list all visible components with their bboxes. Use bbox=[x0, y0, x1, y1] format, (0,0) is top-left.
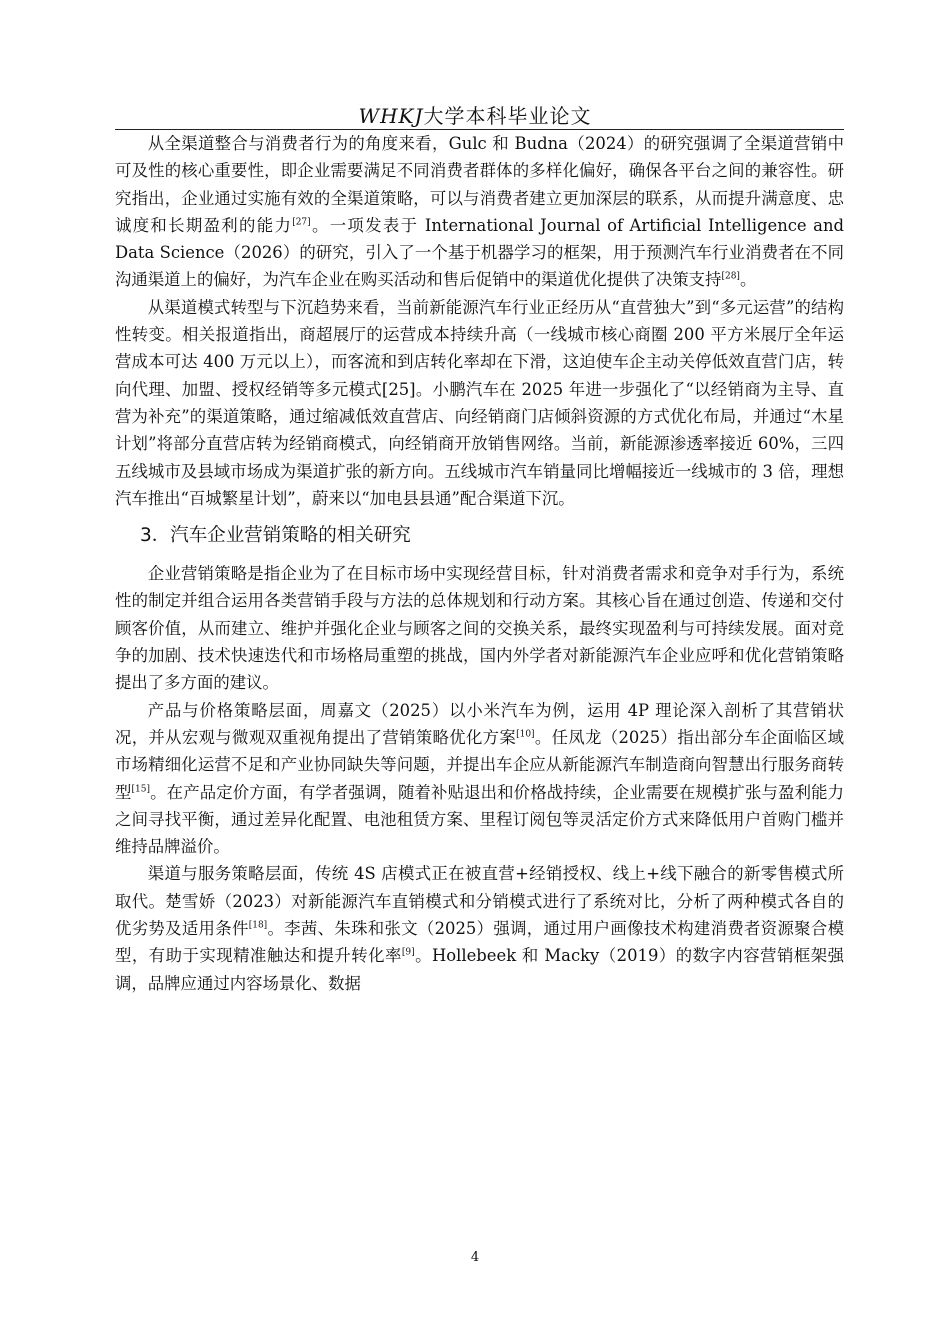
paragraph-text: 。一项发表于 International Journal of Artificial Intelligence and Data Science（2026）的研究，引入了一个基于机器学习的框架，用于预测汽车行业消费者在不同沟通渠道上的偏好，为汽车企业在购买活动和售后促销中的渠道优化提供了决策支持 bbox=[115, 215, 844, 290]
paragraph-text: 。Hollebeek 和 Macky（2019）的数字内容营销框架强调，品牌应通过内容场景化、数据 bbox=[115, 946, 845, 993]
citation-ref: [9] bbox=[401, 947, 415, 958]
paragraph-text: 。李茜、朱珠和张文（2025）强调，通过用户画像技术构建消费者资源聚合模型，有助于实现精准触达和提升转化率 bbox=[115, 919, 845, 966]
running-header bbox=[0, 100, 950, 129]
paragraph-text: 产品与价格策略层面，周嘉文（2025）以小米汽车为例，运用 4P 理论深入剖析了其营销状况，并从宏观与微观双重视角提出了营销策略优化方案 bbox=[115, 700, 844, 747]
paragraph-strategy-definition: 企业营销策略是指企业为了在目标市场中实现经营目标，针对消费者需求和竞争对手行为，系统性的制定并组合运用各类营销手段与方法的总体规划和行动方案。其核心旨在通过创造、传递和交付顾客价值，从而建立、维护并强化企业与顾客之间的交换关系，最终实现盈利与可持续发展。面对竞争的加剧、技术快速迭代和市场格局重塑的挑战，国内外学者对新能源汽车企业应呼和优化营销策略提出了多方面的建议。 bbox=[115, 564, 844, 693]
citation-ref: [10] bbox=[516, 729, 535, 740]
header-prefix: WHKJ bbox=[358, 104, 424, 128]
citation-ref: [28] bbox=[721, 272, 740, 283]
citation-ref: [27] bbox=[292, 217, 311, 228]
citation-ref: [18] bbox=[248, 920, 268, 931]
paragraph-channel-service bbox=[115, 860, 844, 996]
citation-ref: [15] bbox=[131, 784, 151, 795]
paragraph-omnichannel bbox=[115, 130, 844, 294]
paragraph-text: 渠道与服务策略层面，传统 4S 店模式正在被直营+经销授权、线上+线下融合的新零售模式所取代。楚雪娇（2023）对新能源汽车直销模式和分销模式进行了系统对比，分析了两种模式各自的优劣势及适用条件 bbox=[115, 864, 844, 939]
paragraph-text: 从全渠道整合与消费者行为的角度来看，Gulc 和 Budna（2024）的研究强调了全渠道营销中可及性的核心重要性，即企业需要满足不同消费者群体的多样化偏好，确保各平台之间的兼容性。研究指出，企业通过实施有效的全渠道策略，可以与消费者建立更加深层的联系，从而提升满意度、忠诚度和长期盈利的能力 bbox=[115, 134, 844, 235]
header-title-text: 大学本科毕业论文 bbox=[423, 104, 592, 128]
section-heading: 3．汽车企业营销策略的相关研究 bbox=[140, 525, 411, 547]
paragraph-product-price bbox=[115, 697, 844, 861]
paragraph-channel-transition: 从渠道模式转型与下沉趋势来看，当前新能源汽车行业正经历从“直营独大”到“多元运营”的结构性转变。相关报道指出，商超展厅的运营成本持续升高（一线城市核心商圈 200 平方米展厅全年运营成本可达 400 万元以上），而客流和到店转化率却在下滑，这迫使车企主动关停低效直营门店，转向代理、加盟、授权经销等多元模式[25]。小鹏汽车在 2025 年进一步强化了“以经销商为主导、直营为补充”的渠道策略，通过缩减低效直营店、向经销商门店倾斜资源的方式优化布局，并通过“木星计划”将部分直营店转为经销商模式，向经销商开放销售网络。当前，新能源渗透率接近 60%，三四五线城市及县域市场成为渠道扩张的新方向。五线城市汽车销量同比增幅接近一线城市的 3 倍，理想汽车推出“百城繁星计划”，蔚来以“加电县县通”配合渠道下沉。 bbox=[115, 297, 844, 508]
page-number: 4 bbox=[470, 1250, 480, 1265]
paragraph-text: 。在产品定价方面，有学者强调，随着补贴退出和价格战持续，企业需要在规模扩张与盈利能力之间寻找平衡，通过差异化配置、电池租赁方案、里程订阅包等灵活定价方式来降低用户首购门槛并维持品牌溢价。 bbox=[115, 782, 845, 857]
paragraph-text: 。 bbox=[739, 270, 757, 290]
page-body bbox=[115, 130, 844, 997]
paragraph-text: 。任凤龙（2025）指出部分车企面临区域市场精细化运营不足和产业协同缺失等问题，并提出车企应从新能源汽车制造商向智慧出行服务商转型 bbox=[115, 727, 845, 802]
